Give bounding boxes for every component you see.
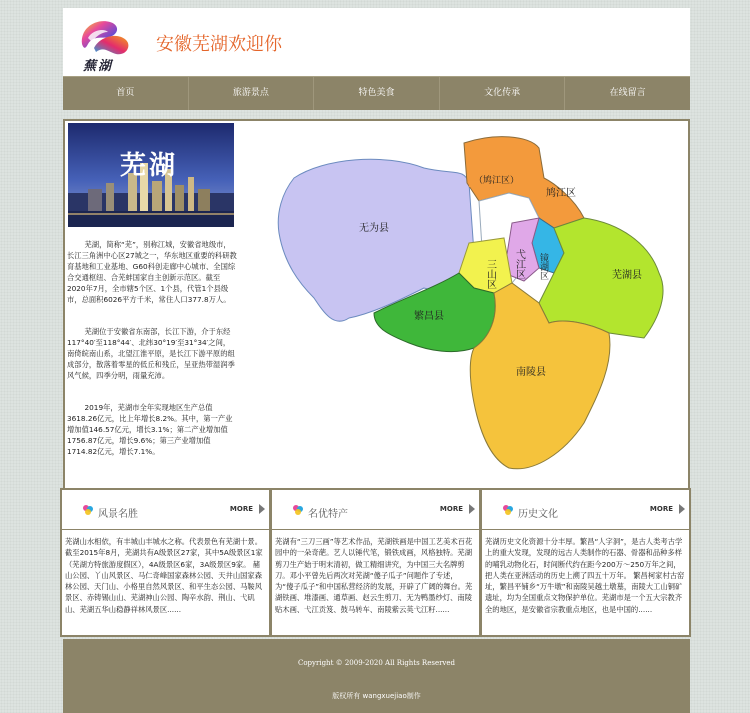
footer [63, 639, 690, 713]
header [63, 8, 690, 76]
city-intro [67, 239, 237, 478]
intro-paragraph-2: 芜湖位于安徽省东南部，长江下游，介于东经117°40′至118°44′、北纬30°19′至31°34′之间，南倚皖南山系，北望江淮平原，是长江下游平原的组成部分，散落着零星的低丘和残丘，呈亚热带湿润季风气候，四季分明，雨量充沛。 [67, 327, 235, 380]
feature-scenic-title: 风景名胜 [98, 509, 138, 520]
colorful-swirl-icon [502, 504, 514, 516]
main-content [63, 119, 690, 490]
feature-products [270, 488, 481, 637]
nav-message-board[interactable]: 在线留言 [609, 88, 646, 98]
colorful-swirl-icon [82, 504, 94, 516]
feature-history-more-link[interactable]: MORE [649, 505, 673, 513]
map-region-wuhu-county [539, 218, 663, 338]
intro-paragraph-3: 2019年，芜湖市全年实现地区生产总值3618.26亿元，比上年增长8.2%。其中，第一产业增加值146.57亿元，增长3.1%；第二产业增加值1756.87亿元，增长9.6%；第三产业增加值1714.82亿元，增长7.1%。 [67, 403, 233, 456]
city-banner-title: 芜湖 [120, 151, 179, 181]
map-label-wuwei: 无为县 [359, 223, 389, 234]
feature-scenic-text: 芜湖山水相依，有丰城山丰城水之称。代表景色有芜湖十景。截至2015年8月，芜湖共有A级景区27家，其中5A级景区1家（芜湖方特旅游度假区），4A级景区6家，3A级景区9家。 赭山公园、丫山风景区、马仁奇峰国家森林公园、天井山国家森林公园、天门山、小格里自然风景区、和平生态公园、马鞍风景区、赤铸锡山山、芜湖神山公园、陶辛水韵、荆山、弋矶山、芜湖五华山稳静祥林风景区...... [65, 537, 263, 614]
play-arrow-icon[interactable] [679, 504, 685, 514]
logo-text: 蕪湖 [83, 59, 114, 74]
feature-history-header [482, 490, 689, 530]
map-label-fanchang: 繁昌县 [414, 311, 444, 322]
colorful-swirl-icon [292, 504, 304, 516]
feature-scenic [60, 488, 271, 637]
feature-products-header [272, 490, 479, 530]
map-label-jiujiang-area: （鸠江区） [474, 176, 520, 186]
page-wrapper [63, 8, 690, 700]
feature-products-title: 名优特产 [308, 509, 348, 520]
footer-copyright: Copyright © 2009-2020 All Rights Reserved [297, 659, 456, 667]
city-banner-image [68, 123, 234, 227]
nav-local-food[interactable]: 特色美食 [314, 77, 440, 110]
feature-history [480, 488, 691, 637]
map-label-jinghu: 镜湖区 [538, 253, 548, 280]
play-arrow-icon[interactable] [259, 504, 265, 514]
feature-products-text: 芜湖有“三刀三画”等艺术作品，芜湖铁画是中国工艺美术百花园中的一朵奇葩。艺人以锤代笔，锻铁成画，风格独特。芜湖剪刀生产始于明末清初，做工精细讲究，为中国三大名牌剪刀。邓小平曾先后两次对芜湖“傻子瓜子”问题作了专述，为“傻子瓜子”和中国私营经济的发展，开辟了广阔的舞台。芜湖铁画、堆漆画、通草画、赵云生剪刀、无为鸭墨纱灯、南陵贴木画、弋江贡笈、鼓马转车、南陵紫云英弋江籽...... [275, 537, 473, 614]
play-arrow-icon[interactable] [469, 504, 475, 514]
main-nav [63, 76, 690, 110]
map-label-nanling: 南陵县 [516, 367, 546, 378]
nav-scenic-spots[interactable]: 旅游景点 [189, 77, 315, 110]
footer-owner: 版权所有 wangxuejiao制作 [332, 692, 421, 700]
map-label-jiujiang: 鸠江区 [546, 188, 576, 199]
nav-home[interactable]: 首页 [63, 77, 189, 110]
feature-history-title: 历史文化 [518, 509, 558, 520]
feature-boxes [60, 488, 694, 637]
feature-history-text: 芜湖历史文化资源十分丰厚。繁昌“人字洞”，是古人类考古学上的重大发现，发现的远古人类制作的石器、骨器和品种多样的哺乳动物化石，时间断代约在距今200万～250万年之间，把人类在亚洲活动的历史上溯了四五十万年。 繁昌柯家村古窑址，繁昌平铺乡“万牛墩”和南陵吴越土墩墓，南陵大工山铜矿遗址，均为全国重点文物保护单位。芜湖市是一个五大宗教齐全的地区，是安徽省宗教重点地区，也是中国的...... [485, 537, 685, 614]
welcome-title: 安徽芜湖欢迎你 [156, 34, 282, 55]
feature-scenic-header [62, 490, 269, 530]
feature-products-more-link[interactable]: MORE [439, 505, 463, 513]
nav-culture[interactable]: 文化传承 [440, 77, 566, 110]
intro-paragraph-1: 芜湖，简称“芜”，别称江城，安徽省地级市，长江三角洲中心区27城之一，华东地区重要的科研教育基地和工业基地、G60科创走廊中心城市、全国综合交通枢纽、合芜蚌国家自主创新示范区。截至2020年7月，全市辖5个区、1个县，代管1个县级市，总面积6026平方千米，常住人口377.8万人。 [67, 240, 237, 304]
wuhu-district-map [254, 123, 688, 486]
map-label-sanshan: 三山区 [484, 259, 496, 289]
map-label-yijiang: 弋江区 [513, 249, 525, 279]
map-label-wuhu-county: 芜湖县 [612, 270, 642, 281]
feature-scenic-more-link[interactable]: MORE [229, 505, 253, 513]
